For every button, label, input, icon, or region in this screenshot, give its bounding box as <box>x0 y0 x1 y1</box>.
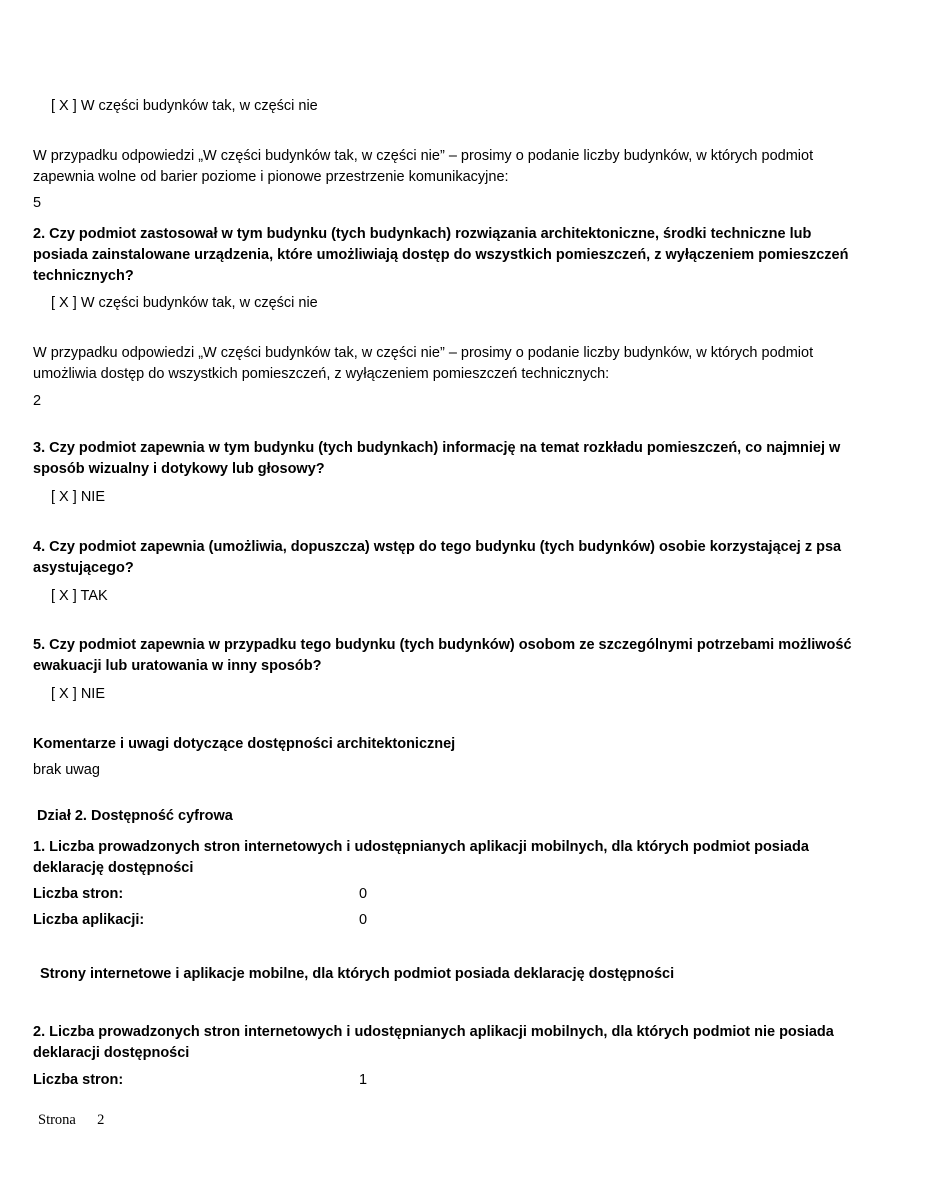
page-label: Strona <box>38 1112 76 1128</box>
note-line: zapewnia wolne od barier poziome i pionowe przestrzenie komunikacyjne: <box>33 169 509 185</box>
note-line: W przypadku odpowiedzi „W części budynków tak, w części nie” – prosimy o podanie liczby budynków, w których podmiot <box>33 345 814 361</box>
pages-count-label: Liczba stron: <box>33 886 124 902</box>
comments-value: brak uwag <box>33 762 100 778</box>
digital-question-2-line: 2. Liczba prowadzonych stron internetowych i udostępnianych aplikacji mobilnych, dla których podmiot nie posiada <box>33 1024 834 1040</box>
answer-partial-buildings: [ X ] W części budynków tak, w części nie <box>51 98 318 114</box>
question-2-answer: [ X ] W części budynków tak, w części nie <box>51 295 318 311</box>
question-3-line: sposób wizualny i dotykowy lub głosowy? <box>33 461 325 477</box>
question-2-line: posiada zainstalowane urządzenia, które umożliwiają dostęp do wszystkich pomieszczeń, z wyłączeniem pomieszczeń <box>33 247 849 263</box>
apps-count-value: 0 <box>359 912 368 928</box>
question-4-line: asystującego? <box>33 560 134 576</box>
apps-count-label: Liczba aplikacji: <box>33 912 145 928</box>
digital-question-1-line: deklarację dostępności <box>33 860 194 876</box>
question-2-line: technicznych? <box>33 268 134 284</box>
section-2-heading: Dział 2. Dostępność cyfrowa <box>37 808 233 824</box>
question-5-answer: [ X ] NIE <box>51 686 105 702</box>
declaration-subheading: Strony internetowe i aplikacje mobilne, dla których podmiot posiada deklarację dostępności <box>40 966 675 982</box>
page-number: 2 <box>97 1112 105 1128</box>
comments-heading: Komentarze i uwagi dotyczące dostępności architektonicznej <box>33 736 456 752</box>
question-4-answer: [ X ] TAK <box>51 588 108 604</box>
digital-question-2-line: deklaracji dostępności <box>33 1045 190 1061</box>
note-line: umożliwia dostęp do wszystkich pomieszczeń, z wyłączeniem pomieszczeń technicznych: <box>33 366 610 382</box>
question-3-answer: [ X ] NIE <box>51 489 105 505</box>
page-footer <box>38 1112 104 1129</box>
question-3-line: 3. Czy podmiot zapewnia w tym budynku (tych budynkach) informację na temat rozkładu pomieszczeń, co najmniej w <box>33 440 841 456</box>
question-5-line: ewakuacji lub uratowania w inny sposób? <box>33 658 322 674</box>
question-5-line: 5. Czy podmiot zapewnia w przypadku tego budynku (tych budynków) osobom ze szczególnymi potrzebami możliwość <box>33 637 852 653</box>
digital-question-1-line: 1. Liczba prowadzonych stron internetowych i udostępnianych aplikacji mobilnych, dla których podmiot posiada <box>33 839 809 855</box>
no-declaration-pages-value: 1 <box>359 1072 368 1088</box>
note-line: W przypadku odpowiedzi „W części budynków tak, w części nie” – prosimy o podanie liczby budynków, w których podmiot <box>33 148 814 164</box>
question-4-line: 4. Czy podmiot zapewnia (umożliwia, dopuszcza) wstęp do tego budynku (tych budynków) osobie korzystającej z psa <box>33 539 842 555</box>
note-value: 2 <box>33 393 42 409</box>
pages-count-value: 0 <box>359 886 368 902</box>
note-value: 5 <box>33 195 42 211</box>
question-2-line: 2. Czy podmiot zastosował w tym budynku (tych budynkach) rozwiązania architektoniczne, środki techniczne lub <box>33 226 812 242</box>
no-declaration-pages-label: Liczba stron: <box>33 1072 124 1088</box>
